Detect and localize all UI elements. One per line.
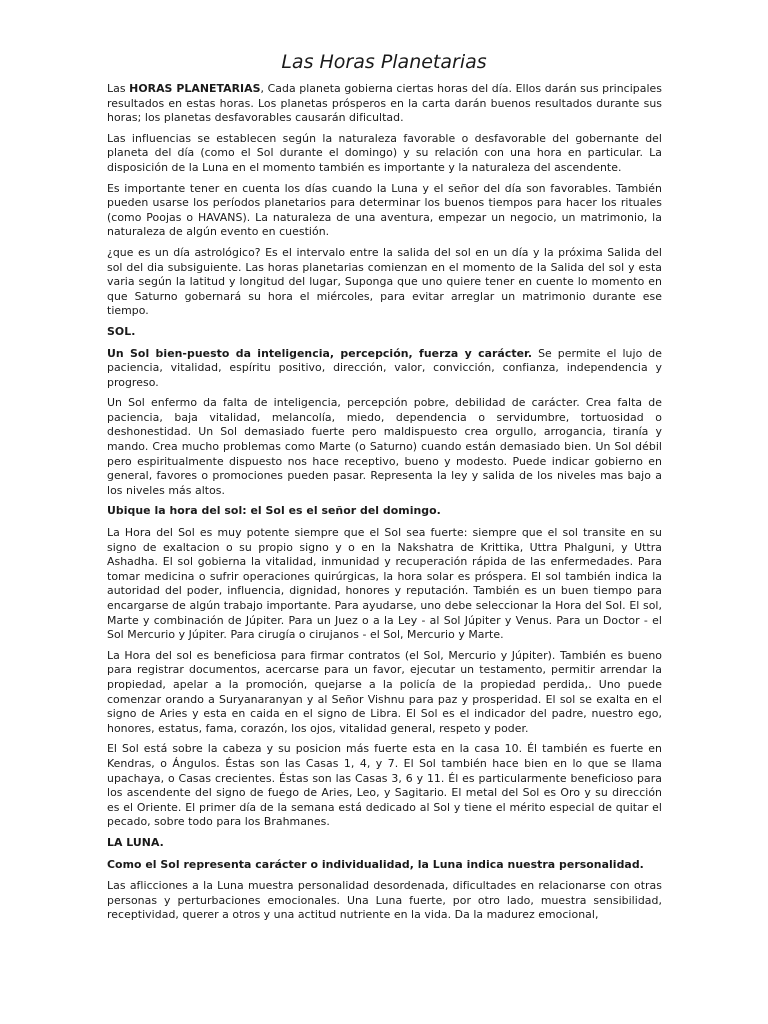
sol-lead-bold: Un Sol bien-puesto da inteligencia, percepción, fuerza y carácter.	[107, 346, 533, 360]
luna-paragraph-1: Las aflicciones a la Luna muestra personalidad desordenada, dificultades en relacionarse con otras personas y perturbaciones emocionales. Una Luna fuerte, por otro lado, muestra sensibilidad, receptividad, querer a otros y una actitud nutriente en la vida. Da la madurez emocional,	[107, 879, 662, 922]
sol-paragraph-5: El Sol está sobre la cabeza y su posicion más fuerte esta en la casa 10. Él también es fuerte en Kendras, o Ángulos. Éstas son las Casas 1, 4, y 7. El Sol también hace bien en lo que se llama upachaya, o Casas crecientes. Éstas son las Casas 3, 6 y 11. Él es particularmente beneficioso para los ascendente del signo de fuego de Aries, Leo, y Sagitario. El metal del Sol es Oro y su dirección es el Oriente. El primer día de la semana está dedicado al Sol y tiene el mérito especial de quitar el pecado, sobre todo para los Brahmanes.	[107, 742, 662, 829]
intro-paragraph-2: Las influencias se establecen según la naturaleza favorable o desfavorable del gobernante del planeta del día (como el Sol durante el domingo) y su relación con una hora en particular. La disposición de la Luna en el momento también es importante y la naturaleza del ascendente.	[107, 131, 662, 174]
sol-subheading: Ubique la hora del sol: el Sol es el señor del domingo.	[107, 504, 441, 518]
intro-bold-term: HORAS PLANETARIAS	[129, 82, 261, 95]
luna-heading: LA LUNA.	[107, 835, 164, 849]
sol-paragraph-2: Un Sol enfermo da falta de inteligencia, percepción pobre, debilidad de carácter. Crea falta de paciencia, baja vitalidad, melancolía, miedo, dependencia o servidumbre, tortuosidad o deshonestidad. Un Sol demasiado fuerte pero maldispuesto crea orgullo, arrogancia, tiranía y mando. Crea mucho problemas como Marte (o Saturno) cuando están demasiado bien. Un Sol débil pero espiritualmente dispuesto nos hace receptivo, bueno y modesto. Puede indicar gobierno en general, favores o promociones pueden pasar. Representa la ley y salida de los niveles mas bajo a los niveles más altos.	[107, 396, 662, 497]
luna-subheading: Como el Sol representa carácter o individualidad, la Luna indica nuestra personalidad.	[107, 857, 644, 871]
intro-rest-text: , Cada planeta gobierna ciertas horas del día. Ellos darán sus principales resultados en estas horas. Los planetas prósperos en la carta darán buenos resultados durante sus horas; los planetas desfavorables causarán dificultad.	[107, 82, 663, 125]
sol-paragraph-1	[107, 347, 662, 391]
document-body	[107, 82, 662, 929]
intro-paragraph-1	[107, 82, 662, 126]
sol-paragraph-3: La Hora del Sol es muy potente siempre que el Sol sea fuerte: siempre que el sol transite en su signo de exaltacion o su propio signo y o en la Nakshatra de Krittika, Uttra Phalguni, y Uttra Ashadha. El sol gobierna la vitalidad, inmunidad y recuperación rápida de las enfermedades. Para tomar medicina o sufrir operaciones quirúrgicas, la hora solar es próspera. El sol también indica la autoridad del poder, influencia, dignidad, honores y reputación. También es un buen tiempo para encargarse de algún trabajo importante. Para ayudarse, uno debe seleccionar la Hora del Sol. El sol, Marte y combinación de Júpiter. Para un Juez o a la Ley - al Sol Júpiter y Venus. Para un Doctor - el Sol Mercurio y Júpiter. Para cirugía o cirujanos - el Sol, Mercurio y Marte.	[107, 526, 662, 642]
intro-paragraph-3: Es importante tener en cuenta los días cuando la Luna y el señor del día son favorables. También pueden usarse los períodos planetarios para determinar los buenos tiempos para hacer los rituales (como Poojas o HAVANS). La naturaleza de una aventura, empezar un negocio, un matrimonio, la naturaleza de algún evento en cuestión.	[107, 181, 662, 239]
intro-paragraph-4: ¿que es un día astrológico? Es el intervalo entre la salida del sol en un día y la próxima Salida del sol del dia subsiguiente. Las horas planetarias comienzan en el momento de la Salida del sol y esta varia según la latitud y longitud del lugar, Suponga que uno quiere tener en cuente lo momento en que Saturno gobernará su hora el miércoles, para evitar arreglar un matrimonio durante ese tiempo.	[107, 245, 662, 318]
intro-lead-text: Las	[107, 82, 130, 95]
document-title: Las Horas Planetarias	[281, 51, 487, 73]
sol-lead-rest: Se permite el lujo de paciencia, vitalidad, espíritu positivo, dirección, valor, convicción, confianza, independencia y progreso.	[107, 346, 662, 389]
sol-paragraph-4: La Hora del sol es beneficiosa para firmar contratos (el Sol, Mercurio y Júpiter). También es bueno para registrar documentos, acercarse para un favor, ejecutar un testamento, permitir arrendar la propiedad, apelar a la promoción, quejarse a la policía de la propiedad perdida,. Uno puede comenzar orando a Suryanaranyan y al Señor Vishnu para paz y prosperidad. El sol se exalta en el signo de Aries y esta en caida en el signo de Libra. El Sol es el indicador del padre, nuestro ego, honores, estatus, fama, corazón, los ojos, vitalidad general, respeto y poder.	[107, 648, 662, 735]
sol-heading: SOL.	[107, 324, 136, 338]
